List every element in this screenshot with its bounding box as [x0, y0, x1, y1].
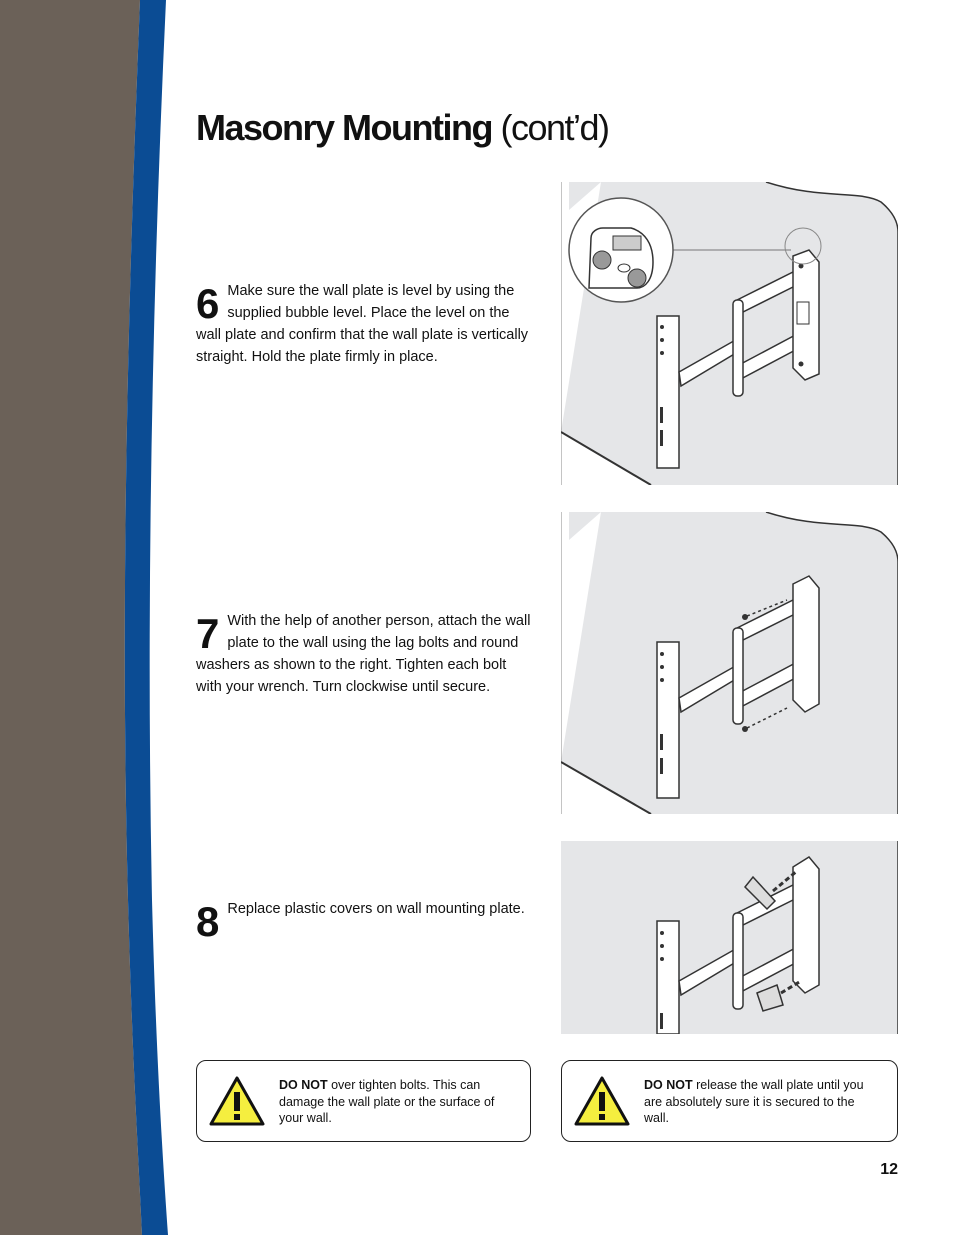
warning-text: DO NOT over tighten bolts. This can damage the wall plate or the surface of your wall. — [279, 1078, 495, 1125]
step-number: 8 — [196, 898, 218, 945]
warning-box-release — [561, 1060, 898, 1142]
warning-box-overtighten — [196, 1060, 531, 1142]
warning-triangle-icon — [574, 1075, 630, 1127]
step-8 — [196, 898, 531, 945]
step-text: Replace plastic covers on wall mounting plate. — [227, 901, 525, 917]
step-text: With the help of another person, attach the wall plate to the wall using the lag bolts and round washers as shown to the right. Tighten each bolt with your wrench. Turn clockwise until secure. — [196, 613, 531, 695]
plastic-covers-illustration — [561, 841, 898, 1034]
step-7 — [196, 610, 531, 698]
wall-plate-level-illustration — [561, 182, 898, 485]
step-number: 6 — [196, 280, 218, 327]
page-number: 12 — [880, 1161, 898, 1178]
step-text: Make sure the wall plate is level by using the supplied bubble level. Place the level on the wall plate and confirm that the wall plate is vertically straight. Hold the plate firmly in place. — [196, 283, 529, 365]
page-title: Masonry Mounting (cont’d) — [196, 107, 609, 148]
step-6 — [196, 280, 531, 368]
warning-text: DO NOT release the wall plate until you are absolutely sure it is secured to the wall. — [644, 1078, 864, 1125]
step-number: 7 — [196, 610, 218, 657]
lag-bolts-illustration — [561, 512, 898, 814]
warning-triangle-icon — [209, 1075, 265, 1127]
sidebar-decoration — [0, 0, 180, 1235]
